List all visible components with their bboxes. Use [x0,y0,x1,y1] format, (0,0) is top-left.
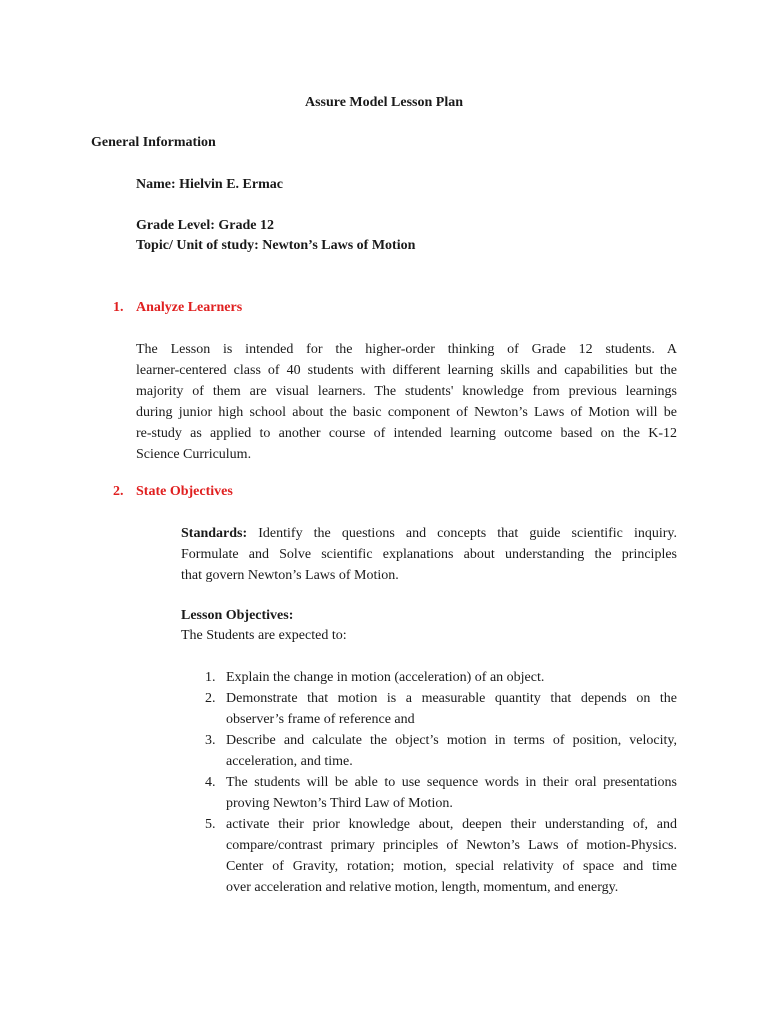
name-row [136,175,283,195]
general-information-heading: General Information [91,135,216,150]
lesson-objectives-intro: The Students are expected to: [181,628,347,643]
objective-line: over acceleration and relative motion, length, momentum, and energy. [226,880,619,895]
section-2-number: 2. [113,484,124,499]
objective-line: Explain the change in motion (acceleration) of an object. [226,670,545,685]
objective-line: The students will be able to use sequence words in their oral presentations [226,775,677,790]
paragraph-line: The Lesson is intended for the higher-order thinking of Grade 12 students. A [136,342,677,357]
objective-item [205,772,677,814]
section-1-title: Analyze Learners [136,300,243,315]
standards-line: Formulate and Solve scientific explanations about understanding the principles [181,547,677,562]
objective-number: 2. [205,691,216,706]
lesson-objectives-list [205,667,677,898]
lesson-objectives-label: Lesson Objectives: [181,608,294,623]
objective-number: 3. [205,733,216,748]
document-title: Assure Model Lesson Plan [304,95,464,110]
objective-number: 1. [205,670,216,685]
objective-item [205,688,677,730]
paragraph-line: Science Curriculum. [136,447,252,462]
standards-label: Standards: [181,526,248,541]
section-1-number: 1. [113,300,124,315]
section-2-heading [113,482,233,502]
objective-line: Center of Gravity, rotation; motion, special relativity of space and time [226,859,677,874]
grade-level-value: Grade 12 [218,218,275,233]
topic-value: Newton’s Laws of Motion [262,238,416,253]
objective-line: acceleration, and time. [226,754,353,769]
paragraph-line: majority of them are visual learners. The students' knowledge from previous learnings [136,384,677,399]
paragraph-line: learner-centered class of 40 students with different learning skills and capabilities but the [136,363,677,378]
paragraph-line: re-study as applied to another course of intended learning outcome based on the K-12 [136,426,677,441]
standards-line [181,523,677,544]
analyze-learners-paragraph [136,339,677,465]
topic-label: Topic/ Unit of study: [136,238,259,253]
objective-line: proving Newton’s Third Law of Motion. [226,796,453,811]
paragraph-line: during junior high school about the basic component of Newton’s Laws of Motion will be [136,405,677,420]
grade-level-row [136,216,274,236]
name-value: Hielvin E. Ermac [179,177,283,192]
topic-row [136,236,415,256]
standards-line: that govern Newton’s Laws of Motion. [181,568,399,583]
objective-line: compare/contrast primary principles of Newton’s Laws of motion-Physics. [226,838,677,853]
name-label: Name: [136,177,176,192]
objective-line: Demonstrate that motion is a measurable quantity that depends on the [226,691,677,706]
standards-paragraph [181,523,677,586]
objective-number: 4. [205,775,216,790]
section-1-heading [113,298,242,318]
objective-item [205,814,677,898]
objective-line: observer’s frame of reference and [226,712,415,727]
objective-item [205,667,677,688]
objective-item [205,730,677,772]
objective-line: Describe and calculate the object’s motion in terms of position, velocity, [226,733,677,748]
grade-level-label: Grade Level: [136,218,215,233]
objective-line: activate their prior knowledge about, deepen their understanding of, and [226,817,677,832]
standards-text: Identify the questions and concepts that guide scientific inquiry. [258,526,677,541]
section-2-title: State Objectives [136,484,233,499]
objective-number: 5. [205,817,216,832]
